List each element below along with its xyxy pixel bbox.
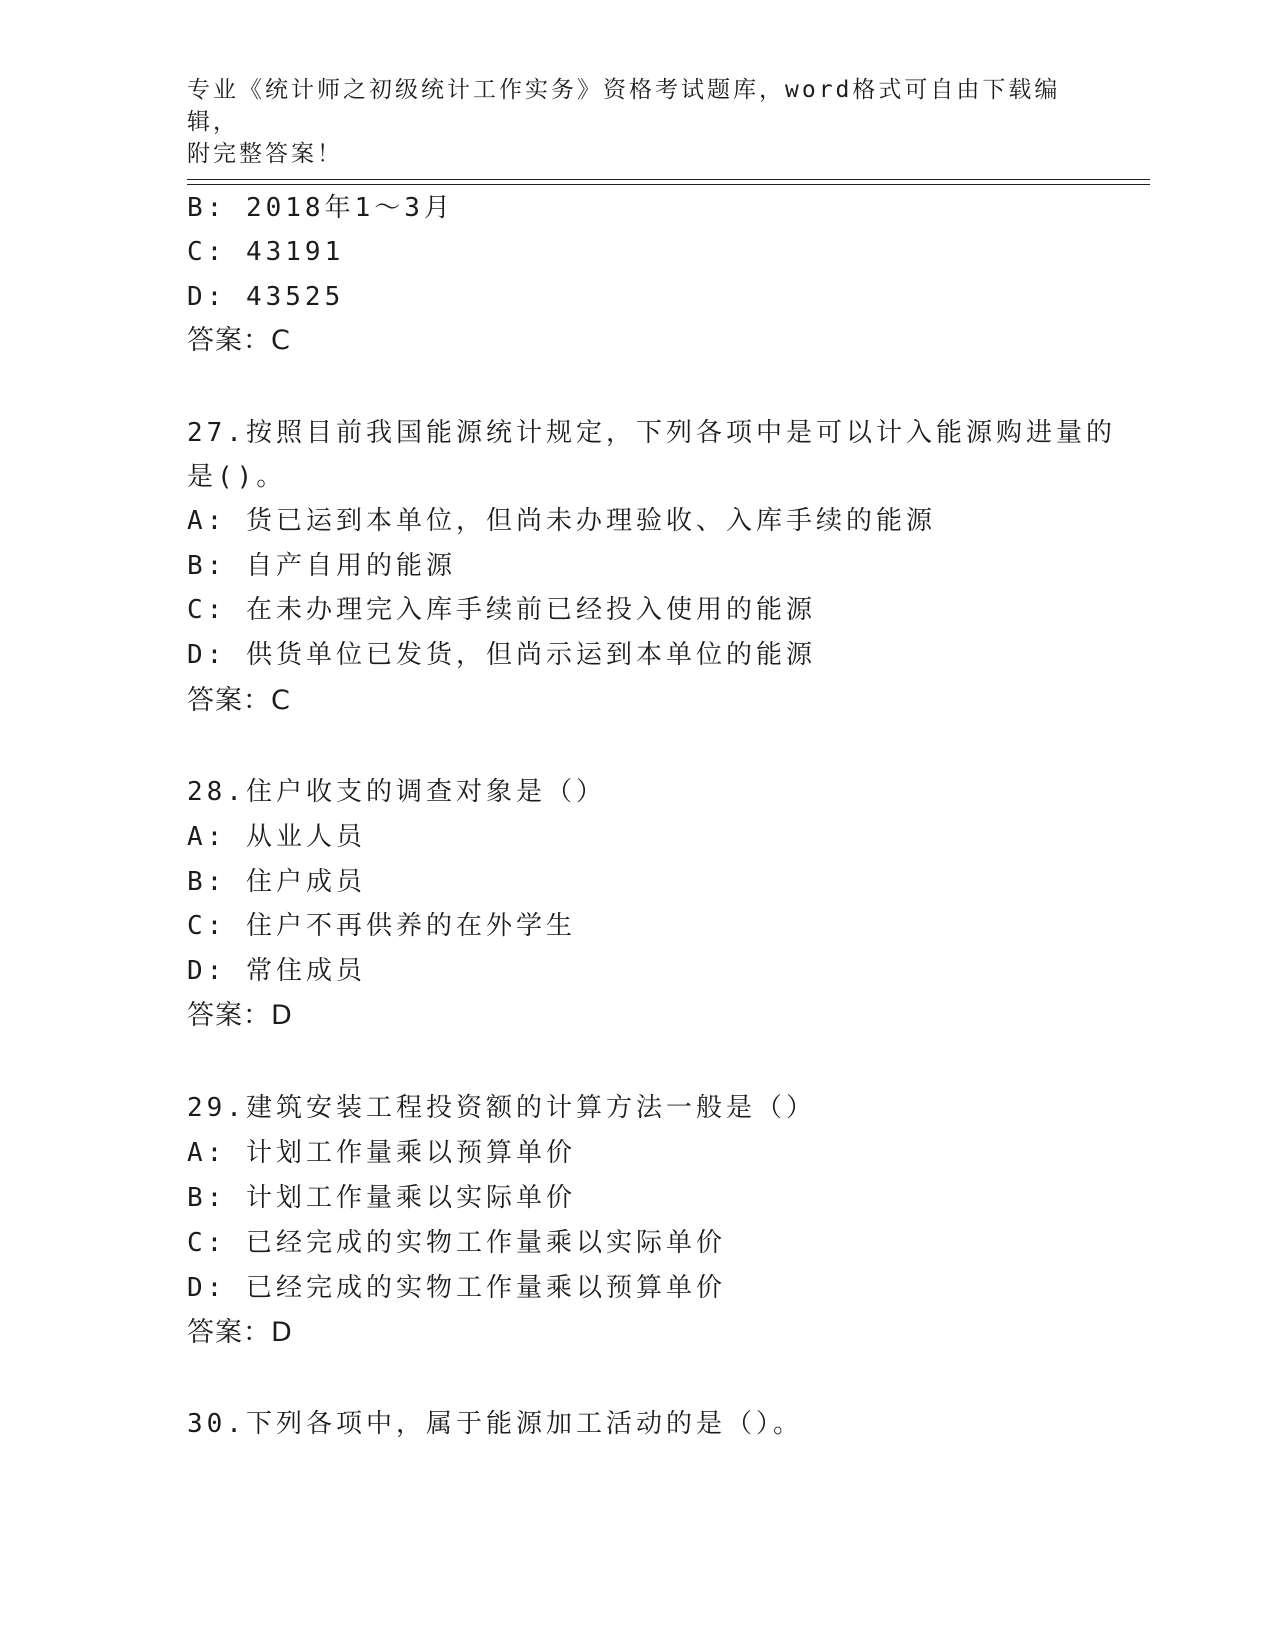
document-header bbox=[187, 74, 1087, 170]
q28-option-b: B: 住户成员 bbox=[187, 867, 366, 897]
q28-option-a: A: 从业人员 bbox=[187, 822, 366, 852]
q29-stem: 29.建筑安装工程投资额的计算方法一般是（） bbox=[187, 1093, 816, 1123]
prev-answer: 答案：C bbox=[187, 325, 291, 356]
q29-option-b: B: 计划工作量乘以实际单价 bbox=[187, 1183, 576, 1213]
q27-option-b: B: 自产自用的能源 bbox=[187, 551, 456, 581]
prev-option-d: D: 43525 bbox=[187, 282, 345, 312]
header-line-1: 专业《统计师之初级统计工作实务》资格考试题库，word格式可自由下载编辑， bbox=[187, 77, 1061, 135]
q30-stem: 30.下列各项中，属于能源加工活动的是（）。 bbox=[187, 1409, 803, 1439]
q28-option-c: C: 住户不再供养的在外学生 bbox=[187, 911, 576, 941]
q27-option-d: D: 供货单位已发货，但尚示运到本单位的能源 bbox=[187, 640, 816, 670]
q29-option-a: A: 计划工作量乘以预算单价 bbox=[187, 1138, 576, 1168]
prev-option-c: C: 43191 bbox=[187, 237, 345, 267]
q27-stem-line-1: 27.按照目前我国能源统计规定，下列各项中是可以计入能源购进量的 bbox=[187, 418, 1116, 448]
q29-answer: 答案：D bbox=[187, 1317, 293, 1348]
header-rule-top bbox=[187, 179, 1150, 180]
prev-option-b: B: 2018年1～3月 bbox=[187, 193, 454, 223]
q29-option-c: C: 已经完成的实物工作量乘以实际单价 bbox=[187, 1228, 726, 1258]
q28-option-d: D: 常住成员 bbox=[187, 956, 366, 986]
q27-stem-line-2: 是()。 bbox=[187, 462, 287, 492]
q27-option-a: A: 货已运到本单位，但尚未办理验收、入库手续的能源 bbox=[187, 506, 936, 536]
q27-option-c: C: 在未办理完入库手续前已经投入使用的能源 bbox=[187, 595, 816, 625]
header-line-2: 附完整答案！ bbox=[187, 141, 343, 167]
q27-answer: 答案：C bbox=[187, 685, 291, 716]
header-rule-bottom bbox=[187, 184, 1150, 185]
q28-stem: 28.住户收支的调查对象是（） bbox=[187, 777, 606, 807]
q29-option-d: D: 已经完成的实物工作量乘以预算单价 bbox=[187, 1273, 726, 1303]
q28-answer: 答案：D bbox=[187, 1000, 293, 1031]
